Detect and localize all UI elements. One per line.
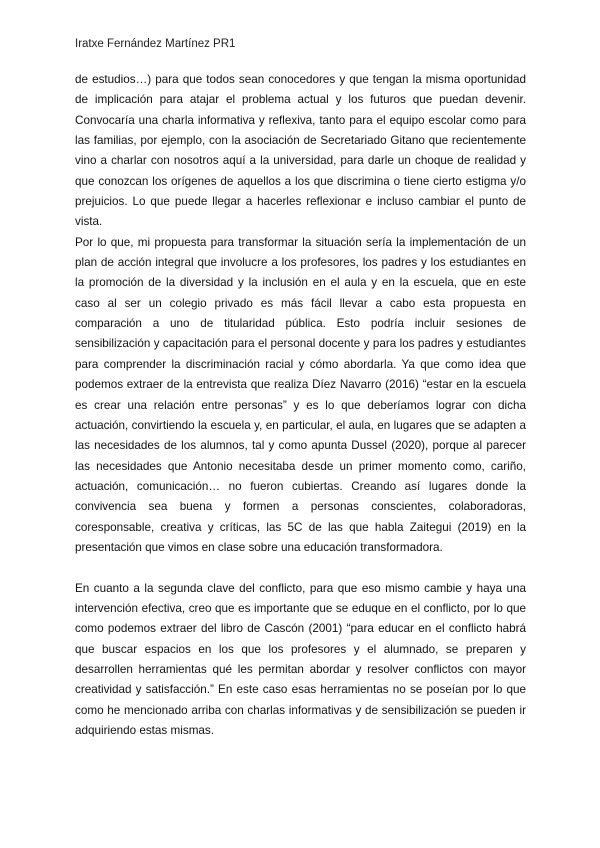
paragraph-2: Por lo que, mi propuesta para transformar la situación sería la implementación de un plan de acción integral que involucre a los profesores, los padres y los estudiantes en la promoción de la diversidad y la inclusión en el aula y en la escuela, que en este caso al ser un colegio privado es más fácil llevar a cabo esta propuesta en comparación a uno de titularidad pública. Esto podría incluir sesiones de sensibilización y capacitación para el personal docente y para los padres y estudiantes para comprender la discriminación racial y cómo abordarla. Ya que como idea que podemos extraer de la entrevista que realiza Díez Navarro (2016) “estar en la escuela es crear una relación entre personas” y es lo que deberíamos lograr con dicha actuación, convirtiendo la escuela y, en particular, el aula, en lugares que se adapten a las necesidades de los alumnos, tal y como apunta Dussel (2020), porque al parecer las necesidades que Antonio necesitaba desde un primer momento como, cariño, actuación, comunicación… no fueron cubiertas. Creando así lugares donde la convivencia sea buena y formen a personas conscientes, colaboradoras, coresponsable, creativa y críticas, las 5C de las que habla Zaitegui (2019) en la presentación que vimos en clase sobre una educación transformadora.: [75, 235, 526, 554]
paragraph-spacer: [75, 558, 526, 578]
paragraph-1: de estudios…) para que todos sean conocedores y que tengan la misma oportunidad de implicación para atajar el problema actual y los futuros que puedan devenir. Convocaría una charla informativa y reflexiva, tanto para el equipo escolar como para las familias, por ejemplo, con la asociación de Secretariado Gitano que recientemente vino a charlar con nosotros aquí a la universidad, para darle un choque de realidad y que conozcan los orígenes de aquellos a los que discrimina o tiene cierto estigma y/o prejuicios. Lo que puede llegar a hacerles reflexionar e incluso cambiar el punto de vista.: [75, 73, 526, 229]
document-body: [75, 70, 526, 741]
paragraph-3: En cuanto a la segunda clave del conflicto, para que eso mismo cambie y haya una intervención efectiva, creo que es importante que se eduque en el conflicto, por lo que como podemos extraer del libro de Cascón (2001) “para educar en el conflicto habrá que buscar espacios en los que los profesores y el alumnado, se preparen y desarrollen herramientas qué les permitan abordar y resolver conflictos con mayor creatividad y satisfacción.” En este caso esas herramientas no se poseían por lo que como he mencionado arriba con charlas informativas y de sensibilización se pueden ir adquiriendo estas mismas.: [75, 581, 526, 737]
page-header-author: Iratxe Fernández Martínez PR1: [75, 38, 236, 50]
